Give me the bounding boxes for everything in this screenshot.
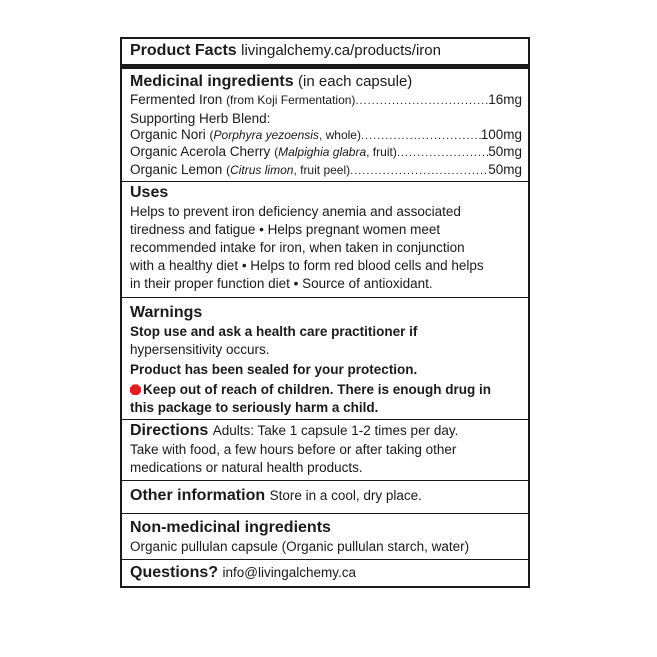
ingredient-name: Fermented Iron	[130, 92, 223, 107]
ingredient-note: (from Koji Fermentation)	[226, 93, 356, 107]
herb-blend-label: Supporting Herb Blend:	[130, 110, 271, 126]
warning-practitioner: Stop use and ask a health care practitioner if	[130, 324, 418, 340]
leader-dots	[350, 163, 488, 180]
non-medicinal-section	[122, 513, 528, 559]
ingredient-part: , whole)	[318, 127, 361, 142]
warnings-section	[122, 297, 528, 419]
ingredient-name: Organic Acerola Cherry	[130, 144, 271, 160]
leader-dots	[361, 128, 481, 145]
ingredient-row	[130, 92, 522, 110]
ingredient-row: Organic Acerola Cherry (Malpighia glabra, fruit) ..... 50mg	[130, 144, 522, 162]
ingredient-row: Organic Lemon (Citrus limon, fruit peel) ..... 50mg	[130, 162, 522, 180]
warning-hypersensitivity: hypersensitivity occurs.	[130, 342, 270, 358]
ingredient-latin: Malpighia glabra	[278, 145, 367, 160]
ingredient-amount: 16mg	[488, 92, 522, 107]
uses-section	[122, 181, 528, 297]
contact-email: info@livingalchemy.ca	[222, 565, 356, 581]
product-facts-panel	[120, 37, 530, 588]
medicinal-ingredients-subtitle: (in each capsule)	[298, 73, 413, 90]
non-medicinal-title: Non-medicinal ingredients	[130, 519, 331, 537]
ingredient-name: Organic Lemon	[130, 161, 223, 177]
medicinal-ingredients-section	[122, 64, 528, 181]
uses-line: tiredness and fatigue • Helps pregnant women meet	[130, 222, 441, 238]
leader-dots	[355, 93, 488, 110]
ingredient-amount: 100mg	[480, 126, 522, 142]
uses-line: in their proper function diet • Source of antioxidant.	[130, 276, 433, 292]
uses-text	[130, 203, 522, 293]
uses-line: Helps to prevent iron deficiency anemia and associated	[130, 204, 461, 220]
ingredient-row: Organic Nori (Porphyra yezoensis, whole) ..... 100mg	[130, 127, 522, 145]
ingredient-name: Organic Nori	[130, 126, 206, 142]
directions-section	[122, 419, 528, 480]
ingredient-part: , fruit)	[366, 145, 397, 160]
ingredient-amount: 50mg	[488, 144, 522, 160]
other-information-title: Other information	[130, 487, 266, 505]
directions-line: Adults: Take 1 capsule 1-2 times per day.	[212, 423, 459, 439]
leader-dots	[397, 145, 488, 162]
directions-line: Take with food, a few hours before or after taking other	[130, 442, 457, 458]
warning-children-cont: this package to seriously harm a child.	[130, 400, 379, 416]
uses-line: recommended intake for iron, when taken in conjunction	[130, 240, 465, 256]
ingredient-latin: Citrus limon	[230, 162, 294, 177]
warning-children: Keep out of reach of children. There is enough drug in	[143, 382, 492, 398]
non-medicinal-text: Organic pullulan capsule (Organic pullulan starch, water)	[130, 539, 470, 555]
medicinal-ingredients-title: Medicinal ingredients	[130, 73, 294, 90]
ingredient-latin: Porphyra yezoensis	[213, 127, 319, 142]
stop-sign-icon	[130, 384, 141, 395]
ingredient-amount: 50mg	[488, 161, 522, 177]
product-url: livingalchemy.ca/products/iron	[241, 42, 441, 59]
uses-line: with a healthy diet • Helps to form red blood cells and helps	[130, 258, 484, 274]
directions-line: medications or natural health products.	[130, 460, 363, 476]
warning-sealed: Product has been sealed for your protection.	[130, 362, 418, 378]
directions-title: Directions	[130, 422, 209, 440]
warnings-title: Warnings	[130, 304, 203, 322]
other-information-section	[122, 480, 528, 513]
product-facts-title: Product Facts	[130, 42, 237, 59]
other-information-text: Store in a cool, dry place.	[269, 488, 422, 504]
ingredient-part: , fruit peel)	[293, 162, 351, 177]
product-facts-header	[122, 39, 528, 64]
questions-section	[122, 559, 528, 586]
questions-title: Questions?	[130, 564, 219, 582]
uses-title: Uses	[130, 184, 169, 202]
